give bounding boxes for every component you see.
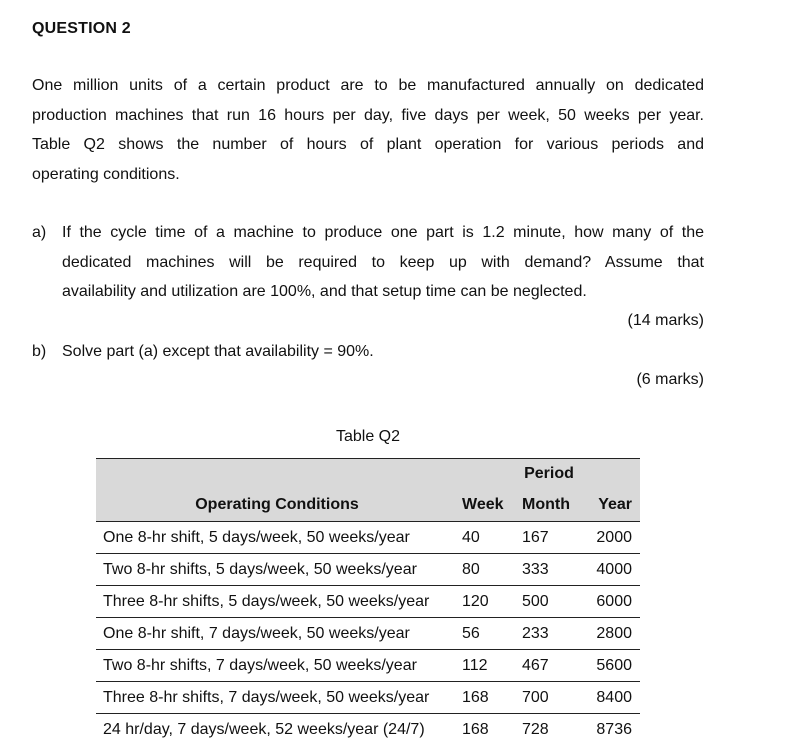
condition-cell: Two 8-hr shifts, 7 days/week, 50 weeks/year: [96, 650, 458, 682]
month-cell: 167: [518, 522, 582, 554]
intro-line: production machines that run 16 hours per day, five days per week, 50 weeks per year.: [32, 101, 704, 131]
intro-paragraph: [32, 71, 704, 190]
year-cell: 8400: [582, 682, 640, 714]
condition-cell: 24 hr/day, 7 days/week, 52 weeks/year (24/7): [96, 714, 458, 745]
question-heading: QUESTION 2: [32, 20, 131, 38]
intro-line: One million units of a certain product are to be manufactured annually on dedicated: [32, 71, 704, 101]
part-b-text: Solve part (a) except that availability = 90%.: [62, 337, 704, 367]
month-cell: 500: [518, 586, 582, 618]
condition-cell: Three 8-hr shifts, 7 days/week, 50 weeks/year: [96, 682, 458, 714]
condition-cell: One 8-hr shift, 7 days/week, 50 weeks/year: [96, 618, 458, 650]
month-cell: 467: [518, 650, 582, 682]
operating-conditions-header: Operating Conditions: [96, 489, 458, 522]
intro-line: Table Q2 shows the number of hours of plant operation for various periods and: [32, 130, 704, 160]
month-cell: 333: [518, 554, 582, 586]
year-header: Year: [582, 489, 640, 522]
empty-header-cell: [96, 459, 458, 490]
week-cell: 168: [458, 714, 518, 745]
condition-cell: One 8-hr shift, 5 days/week, 50 weeks/year: [96, 522, 458, 554]
week-cell: 56: [458, 618, 518, 650]
table-row: [96, 522, 640, 554]
week-cell: 168: [458, 682, 518, 714]
year-cell: 6000: [582, 586, 640, 618]
table-row: [96, 586, 640, 618]
part-a-line: If the cycle time of a machine to produce one part is 1.2 minute, how many of the: [62, 218, 704, 248]
part-a-letter: a): [32, 218, 46, 248]
month-header: Month: [518, 489, 582, 522]
table-row: [96, 554, 640, 586]
week-cell: 112: [458, 650, 518, 682]
week-header: Week: [458, 489, 518, 522]
month-cell: 233: [518, 618, 582, 650]
year-cell: 5600: [582, 650, 640, 682]
part-b-question: [32, 337, 704, 367]
intro-line: operating conditions.: [32, 160, 704, 190]
year-cell: 2000: [582, 522, 640, 554]
part-a-question: [32, 218, 704, 307]
table-row: [96, 682, 640, 714]
week-cell: 40: [458, 522, 518, 554]
table-subheader-row: [96, 489, 640, 522]
table-row: [96, 618, 640, 650]
table-row: [96, 714, 640, 745]
part-a-line: availability and utilization are 100%, and that setup time can be neglected.: [62, 277, 704, 307]
condition-cell: Two 8-hr shifts, 5 days/week, 50 weeks/year: [96, 554, 458, 586]
month-cell: 728: [518, 714, 582, 745]
month-cell: 700: [518, 682, 582, 714]
table-row: [96, 650, 640, 682]
table-header-row: [96, 459, 640, 490]
part-a-marks: (14 marks): [628, 312, 704, 330]
period-header: Period: [458, 459, 640, 490]
week-cell: 120: [458, 586, 518, 618]
operating-hours-table: [96, 458, 640, 745]
year-cell: 4000: [582, 554, 640, 586]
part-b-marks: (6 marks): [636, 371, 704, 389]
condition-cell: Three 8-hr shifts, 5 days/week, 50 weeks/year: [96, 586, 458, 618]
week-cell: 80: [458, 554, 518, 586]
year-cell: 8736: [582, 714, 640, 745]
table-caption: Table Q2: [0, 428, 736, 446]
year-cell: 2800: [582, 618, 640, 650]
part-a-line: dedicated machines will be required to keep up with demand? Assume that: [62, 248, 704, 278]
part-b-letter: b): [32, 337, 46, 367]
